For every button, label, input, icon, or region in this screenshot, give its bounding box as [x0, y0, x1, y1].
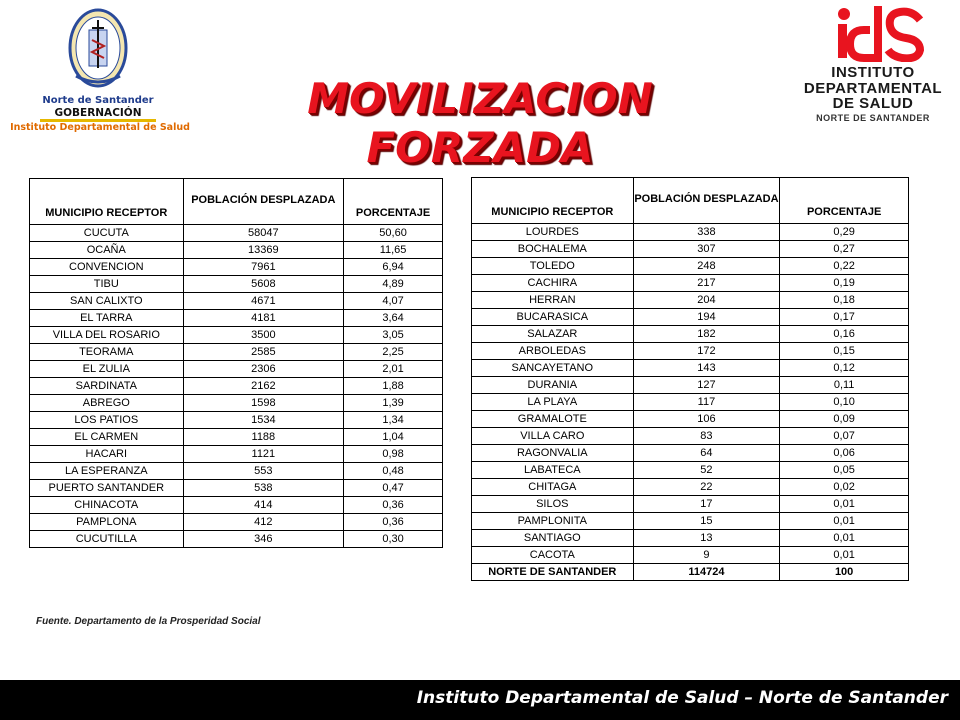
- table-row: [472, 224, 909, 241]
- cell-porcentaje: 1,39: [344, 395, 443, 412]
- cell-porcentaje: 0,36: [344, 514, 443, 531]
- logo-right-line2: DEPARTAMENTAL: [803, 80, 943, 97]
- cell-poblacion: 414: [183, 497, 344, 514]
- total-row: [472, 564, 909, 581]
- logo-right-line1: INSTITUTO: [831, 64, 915, 81]
- cell-municipio: EL CARMEN: [30, 429, 184, 446]
- table-row: [30, 361, 443, 378]
- table-row: [472, 462, 909, 479]
- header-porcentaje: PORCENTAJE: [344, 179, 443, 225]
- source-note: Fuente. Departamento de la Prosperidad Social: [36, 616, 261, 627]
- cell-porcentaje: 0,01: [780, 530, 909, 547]
- table-row: [472, 343, 909, 360]
- cell-municipio: CACHIRA: [472, 275, 634, 292]
- cell-poblacion: 1598: [183, 395, 344, 412]
- cell-poblacion: 2162: [183, 378, 344, 395]
- table-row: [30, 344, 443, 361]
- table-row: [30, 378, 443, 395]
- header-poblacion: POBLACIÓN DESPLAZADA: [633, 178, 780, 224]
- cell-porcentaje: 0,16: [780, 326, 909, 343]
- cell-porcentaje: 3,64: [344, 310, 443, 327]
- page-title: MOVILIZACION FORZADA: [307, 74, 653, 172]
- cell-municipio: HERRAN: [472, 292, 634, 309]
- cell-municipio: CHITAGA: [472, 479, 634, 496]
- cell-municipio: SANTIAGO: [472, 530, 634, 547]
- cell-porcentaje: 1,34: [344, 412, 443, 429]
- cell-municipio: TIBU: [30, 276, 184, 293]
- total-municipio: NORTE DE SANTANDER: [472, 564, 634, 581]
- table-row: [30, 531, 443, 548]
- cell-municipio: EL ZULIA: [30, 361, 184, 378]
- cell-poblacion: 58047: [183, 225, 344, 242]
- logo-left-line2: GOBERNACIÓN: [54, 107, 142, 119]
- cell-porcentaje: 0,22: [780, 258, 909, 275]
- cell-porcentaje: 0,11: [780, 377, 909, 394]
- cell-poblacion: 346: [183, 531, 344, 548]
- cell-municipio: BUCARASICA: [472, 309, 634, 326]
- cell-poblacion: 7961: [183, 259, 344, 276]
- cell-porcentaje: 2,25: [344, 344, 443, 361]
- table-row: [472, 530, 909, 547]
- cell-municipio: EL TARRA: [30, 310, 184, 327]
- table-row: [472, 445, 909, 462]
- table-row: [472, 394, 909, 411]
- cell-poblacion: 2585: [183, 344, 344, 361]
- cell-poblacion: 5608: [183, 276, 344, 293]
- cell-porcentaje: 0,48: [344, 463, 443, 480]
- cell-municipio: CONVENCION: [30, 259, 184, 276]
- municipios-table-left: [29, 178, 443, 548]
- table-row: [472, 479, 909, 496]
- cell-poblacion: 3500: [183, 327, 344, 344]
- cell-porcentaje: 6,94: [344, 259, 443, 276]
- table-row: [30, 480, 443, 497]
- cell-municipio: PAMPLONITA: [472, 513, 634, 530]
- cell-poblacion: 194: [633, 309, 780, 326]
- cell-municipio: SAN CALIXTO: [30, 293, 184, 310]
- cell-poblacion: 412: [183, 514, 344, 531]
- cell-municipio: VILLA CARO: [472, 428, 634, 445]
- logo-right-line4: NORTE DE SANTANDER: [816, 113, 930, 123]
- cell-poblacion: 9: [633, 547, 780, 564]
- cell-municipio: RAGONVALIA: [472, 445, 634, 462]
- cell-poblacion: 1534: [183, 412, 344, 429]
- table-header-row: [472, 178, 909, 224]
- table-row: [472, 377, 909, 394]
- cell-porcentaje: 11,65: [344, 242, 443, 259]
- cell-municipio: ABREGO: [30, 395, 184, 412]
- table-row: [30, 395, 443, 412]
- table-row: [472, 428, 909, 445]
- cell-municipio: GRAMALOTE: [472, 411, 634, 428]
- total-porcentaje: 100: [780, 564, 909, 581]
- cell-porcentaje: 0,15: [780, 343, 909, 360]
- cell-poblacion: 143: [633, 360, 780, 377]
- table-row: [472, 547, 909, 564]
- cell-municipio: LA ESPERANZA: [30, 463, 184, 480]
- cell-porcentaje: 0,09: [780, 411, 909, 428]
- cell-porcentaje: 0,01: [780, 513, 909, 530]
- cell-municipio: LOURDES: [472, 224, 634, 241]
- cell-porcentaje: 0,98: [344, 446, 443, 463]
- header-poblacion: POBLACIÓN DESPLAZADA: [183, 179, 344, 225]
- cell-poblacion: 15: [633, 513, 780, 530]
- cell-poblacion: 1188: [183, 429, 344, 446]
- table-row: [472, 241, 909, 258]
- cell-poblacion: 307: [633, 241, 780, 258]
- cell-municipio: ARBOLEDAS: [472, 343, 634, 360]
- municipios-table-right: [471, 177, 909, 581]
- cell-municipio: BOCHALEMA: [472, 241, 634, 258]
- cell-poblacion: 553: [183, 463, 344, 480]
- cell-porcentaje: 0,18: [780, 292, 909, 309]
- cell-poblacion: 1121: [183, 446, 344, 463]
- cell-porcentaje: 0,05: [780, 462, 909, 479]
- cell-porcentaje: 0,19: [780, 275, 909, 292]
- total-poblacion: 114724: [633, 564, 780, 581]
- table-row: [30, 463, 443, 480]
- table-row: [472, 326, 909, 343]
- cell-poblacion: 4181: [183, 310, 344, 327]
- cell-municipio: TOLEDO: [472, 258, 634, 275]
- cell-porcentaje: 2,01: [344, 361, 443, 378]
- table-row: [472, 292, 909, 309]
- table-row: [30, 293, 443, 310]
- cell-porcentaje: 0,36: [344, 497, 443, 514]
- cell-porcentaje: 1,04: [344, 429, 443, 446]
- cell-poblacion: 106: [633, 411, 780, 428]
- ids-logo: [786, 0, 960, 130]
- cell-poblacion: 217: [633, 275, 780, 292]
- cell-municipio: VILLA DEL ROSARIO: [30, 327, 184, 344]
- header-porcentaje: PORCENTAJE: [780, 178, 909, 224]
- table-row: [30, 497, 443, 514]
- cell-municipio: PAMPLONA: [30, 514, 184, 531]
- cell-porcentaje: 0,01: [780, 547, 909, 564]
- cell-poblacion: 52: [633, 462, 780, 479]
- department-seal-icon: [56, 6, 140, 90]
- table-row: [30, 446, 443, 463]
- cell-poblacion: 13369: [183, 242, 344, 259]
- cell-municipio: HACARI: [30, 446, 184, 463]
- cell-poblacion: 127: [633, 377, 780, 394]
- cell-municipio: SANCAYETANO: [472, 360, 634, 377]
- header-municipio: MUNICIPIO RECEPTOR: [30, 179, 184, 225]
- table-row: [472, 496, 909, 513]
- table-row: [472, 513, 909, 530]
- cell-municipio: CUCUTILLA: [30, 531, 184, 548]
- table-row: [30, 225, 443, 242]
- cell-municipio: LA PLAYA: [472, 394, 634, 411]
- cell-porcentaje: 0,27: [780, 241, 909, 258]
- cell-porcentaje: 0,17: [780, 309, 909, 326]
- cell-poblacion: 4671: [183, 293, 344, 310]
- cell-poblacion: 204: [633, 292, 780, 309]
- cell-municipio: CACOTA: [472, 547, 634, 564]
- cell-municipio: LABATECA: [472, 462, 634, 479]
- cell-municipio: LOS PATIOS: [30, 412, 184, 429]
- cell-poblacion: 338: [633, 224, 780, 241]
- ids-mark-icon: [816, 0, 936, 62]
- cell-municipio: SARDINATA: [30, 378, 184, 395]
- footer-text: Instituto Departamental de Salud – Norte de Santander: [416, 688, 948, 708]
- cell-poblacion: 182: [633, 326, 780, 343]
- cell-porcentaje: 0,01: [780, 496, 909, 513]
- table-row: [472, 258, 909, 275]
- cell-porcentaje: 0,06: [780, 445, 909, 462]
- table-row: [472, 411, 909, 428]
- cell-porcentaje: 3,05: [344, 327, 443, 344]
- table-row: [472, 275, 909, 292]
- cell-poblacion: 13: [633, 530, 780, 547]
- table-row: [30, 327, 443, 344]
- cell-porcentaje: 0,47: [344, 480, 443, 497]
- cell-poblacion: 83: [633, 428, 780, 445]
- cell-porcentaje: 50,60: [344, 225, 443, 242]
- cell-municipio: SILOS: [472, 496, 634, 513]
- table-row: [30, 514, 443, 531]
- gobernacion-logo: [0, 0, 200, 140]
- cell-porcentaje: 4,07: [344, 293, 443, 310]
- cell-porcentaje: 0,10: [780, 394, 909, 411]
- cell-porcentaje: 0,07: [780, 428, 909, 445]
- table-row: [30, 276, 443, 293]
- cell-municipio: CHINACOTA: [30, 497, 184, 514]
- table-row: [30, 429, 443, 446]
- table-header-row: [30, 179, 443, 225]
- cell-poblacion: 2306: [183, 361, 344, 378]
- cell-poblacion: 538: [183, 480, 344, 497]
- cell-municipio: CUCUTA: [30, 225, 184, 242]
- cell-poblacion: 64: [633, 445, 780, 462]
- cell-municipio: PUERTO SANTANDER: [30, 480, 184, 497]
- cell-municipio: SALAZAR: [472, 326, 634, 343]
- table-row: [472, 309, 909, 326]
- table-row: [30, 259, 443, 276]
- header-municipio: MUNICIPIO RECEPTOR: [472, 178, 634, 224]
- cell-porcentaje: 0,12: [780, 360, 909, 377]
- table-row: [472, 360, 909, 377]
- logo-right-line3: DE SALUD: [832, 95, 914, 112]
- logo-left-line3: Instituto Departamental de Salud: [10, 122, 190, 133]
- cell-poblacion: 17: [633, 496, 780, 513]
- footer-bar: [0, 680, 960, 720]
- cell-municipio: TEORAMA: [30, 344, 184, 361]
- cell-porcentaje: 0,30: [344, 531, 443, 548]
- cell-poblacion: 117: [633, 394, 780, 411]
- cell-municipio: DURANIA: [472, 377, 634, 394]
- logo-left-line1: Norte de Santander: [42, 95, 154, 106]
- cell-poblacion: 22: [633, 479, 780, 496]
- table-row: [30, 310, 443, 327]
- cell-poblacion: 248: [633, 258, 780, 275]
- cell-porcentaje: 1,88: [344, 378, 443, 395]
- cell-municipio: OCAÑA: [30, 242, 184, 259]
- cell-porcentaje: 0,02: [780, 479, 909, 496]
- cell-poblacion: 172: [633, 343, 780, 360]
- cell-porcentaje: 4,89: [344, 276, 443, 293]
- table-row: [30, 242, 443, 259]
- cell-porcentaje: 0,29: [780, 224, 909, 241]
- table-row: [30, 412, 443, 429]
